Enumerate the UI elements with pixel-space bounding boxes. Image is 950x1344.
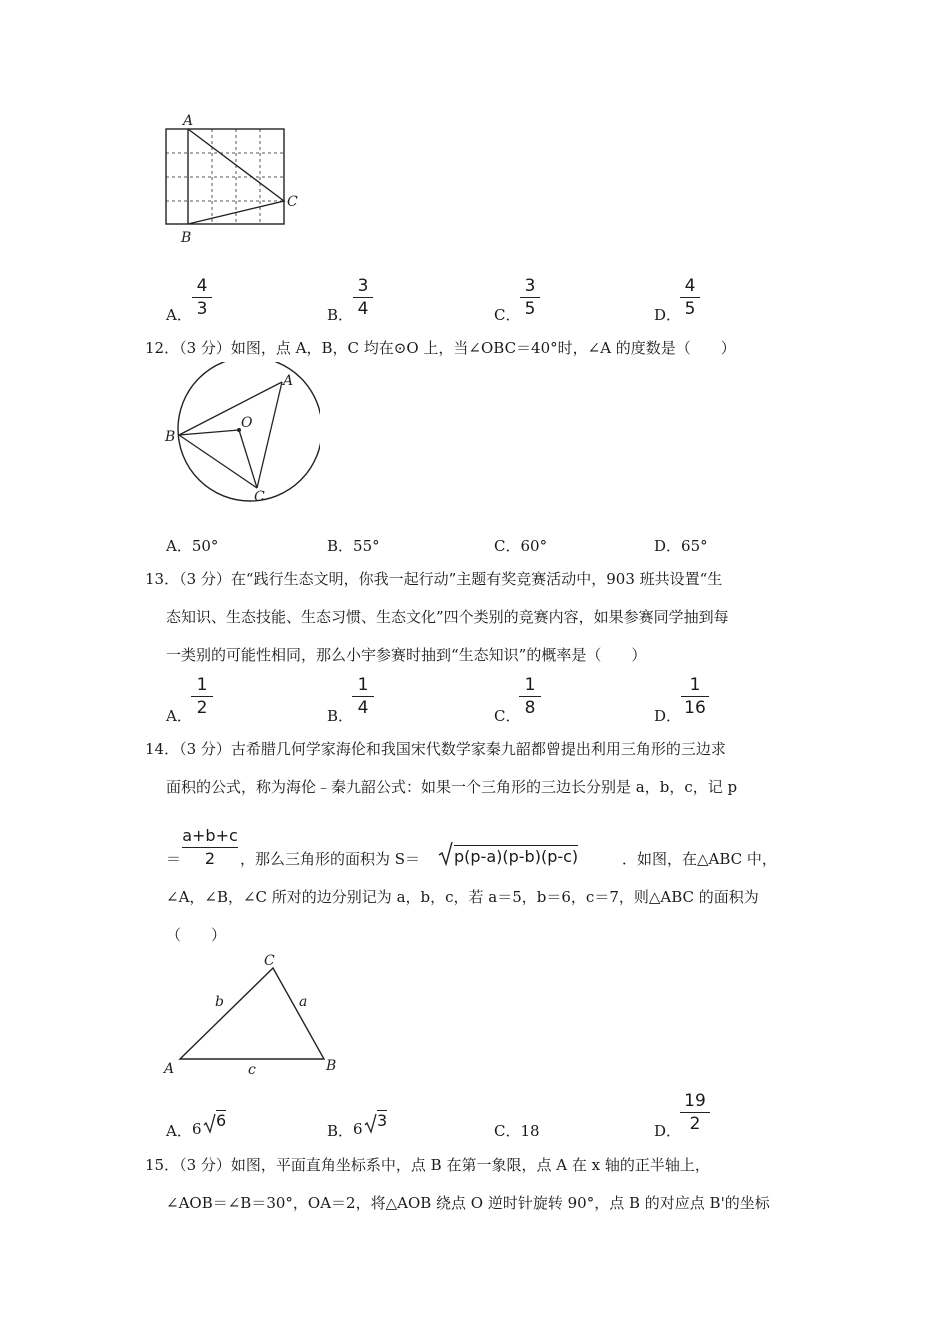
q12-text: 12．（3 分）如图，点 A，B，C 均在⊙O 上，当∠OBC＝40°时，∠A 的度数是（ ）: [145, 339, 736, 357]
label-side-c: c: [248, 1062, 256, 1078]
q14-triangle-figure: [158, 950, 348, 1080]
label-side-b: b: [215, 994, 224, 1010]
q14-line-1: 14．（3 分）古希腊几何学家海伦和我国宋代数学家秦九韶都曾提出利用三角形的三边求: [145, 740, 726, 758]
label-o: O: [241, 415, 253, 431]
q12-circle-figure: [160, 362, 320, 507]
label-a: A: [283, 373, 294, 389]
label-c: C: [287, 194, 298, 210]
label-a-vertex: A: [164, 1061, 175, 1077]
q14-option-c[interactable]: C．18: [494, 1122, 540, 1140]
label-c: C: [254, 489, 265, 505]
q14-line-4: ∠A，∠B，∠C 所对的边分别记为 a，b，c，若 a＝5，b＝6，c＝7，则△ABC 的面积为: [166, 888, 759, 906]
q12-option-b[interactable]: B．55°: [327, 537, 380, 555]
q15-line-2: ∠AOB＝∠B＝30°，OA＝2，将△AOB 绕点 O 逆时针旋转 90°，点 B 的对应点 B'的坐标: [166, 1194, 770, 1212]
q14-line-5: （ ）: [166, 926, 227, 944]
sqrt-sign: [203, 1112, 217, 1134]
label-b-vertex: B: [326, 1058, 337, 1074]
q12-option-d[interactable]: D．65°: [654, 537, 708, 555]
sqrt-sign: [438, 840, 454, 866]
sqrt-sign: [364, 1112, 378, 1134]
label-c-vertex: C: [264, 953, 275, 969]
q12-option-c[interactable]: C．60°: [494, 537, 548, 555]
label-a: A: [183, 113, 194, 129]
label-side-a: a: [299, 994, 308, 1010]
q11-grid-figure: [150, 108, 310, 248]
q13-line-2: 态知识、生态技能、生态习惯、生态文化”四个类别的竞赛内容，如果参赛同学抽到每: [166, 608, 729, 626]
q14-line-2: 面积的公式，称为海伦﹣秦九韶公式：如果一个三角形的三边长分别是 a，b，c，记 p: [166, 778, 738, 796]
q13-line-3: 一类别的可能性相同，那么小宇参赛时抽到“生态知识”的概率是（ ）: [166, 646, 647, 664]
q13-line-1: 13．（3 分）在“践行生态文明，你我一起行动”主题有奖竞赛活动中，903 班共设置“生: [145, 570, 723, 588]
label-b: B: [181, 230, 192, 246]
q15-line-1: 15．（3 分）如图，平面直角坐标系中，点 B 在第一象限，点 A 在 x 轴的正半轴上，: [145, 1156, 710, 1174]
label-b: B: [165, 429, 176, 445]
q12-option-a[interactable]: A．50°: [166, 537, 219, 555]
